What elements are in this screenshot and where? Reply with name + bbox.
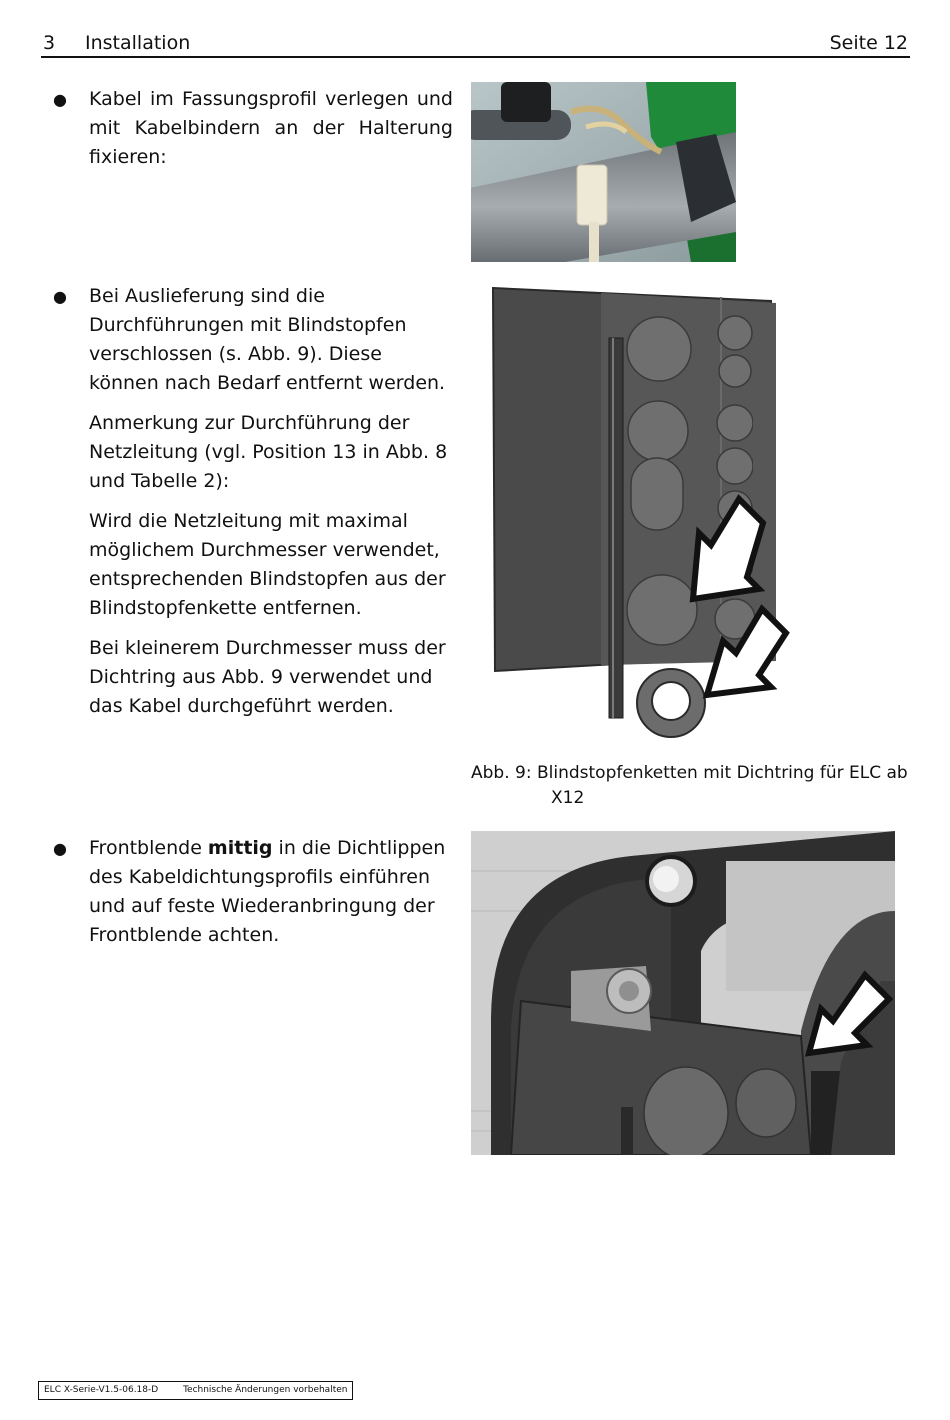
cable-tie-photo [471,82,736,262]
step-text: in die Dichtlippen des Kabeldichtungsprofils einführen und auf feste Wiederanbringung der Frontblende achten. [89,837,446,946]
chapter-number: 3 [43,32,56,54]
page-number: Seite 12 [829,32,908,54]
emphasis-text: mittig [207,837,273,859]
bullet-icon: ● [53,287,67,306]
instruction-step-2 [53,282,453,732]
instruction-step-3 [53,834,453,961]
step-text: Frontblende [89,837,208,859]
figure-9-caption [471,761,911,811]
bullet-icon: ● [53,90,67,109]
instruction-step-1 [53,85,453,183]
blind-plug-chain-figure [471,283,791,748]
step-paragraph: Bei Auslieferung sind die Durchführungen mit Blindstopfen verschlossen (s. Abb. 9). Diese können nach Bedarf entfernt werden. [89,285,446,394]
chapter-title: Installation [85,32,191,54]
note-paragraph: Anmerkung zur Durchführung der Netzleitung (vgl. Position 13 in Abb. 8 und Tabelle 2): [89,412,448,492]
page-footer [38,1381,353,1400]
step-paragraph: Kabel im Fassungsprofil verlegen und mit Kabelbindern an der Halterung fixieren: [89,88,453,168]
step-paragraph [89,834,453,950]
bullet-icon: ● [53,839,67,858]
caption-line: X12 [551,788,585,808]
caption-line: Abb. 9: Blindstopfenketten mit Dichtring für ELC ab [471,763,908,783]
note-paragraph: Wird die Netzleitung mit maximal möglichem Durchmesser verwendet, entsprechenden Blindstopfen aus der Blindstopfenkette entfernen. [89,510,446,619]
document-version: ELC X-Serie-V1.5-06.18-D [44,1385,159,1395]
footer-notice: Technische Änderungen vorbehalten [183,1385,348,1395]
note-paragraph: Bei kleinerem Durchmesser muss der Dichtring aus Abb. 9 verwendet und das Kabel durchgeführt werden. [89,637,446,717]
page-header [41,30,910,58]
front-panel-insertion-render [471,831,895,1155]
